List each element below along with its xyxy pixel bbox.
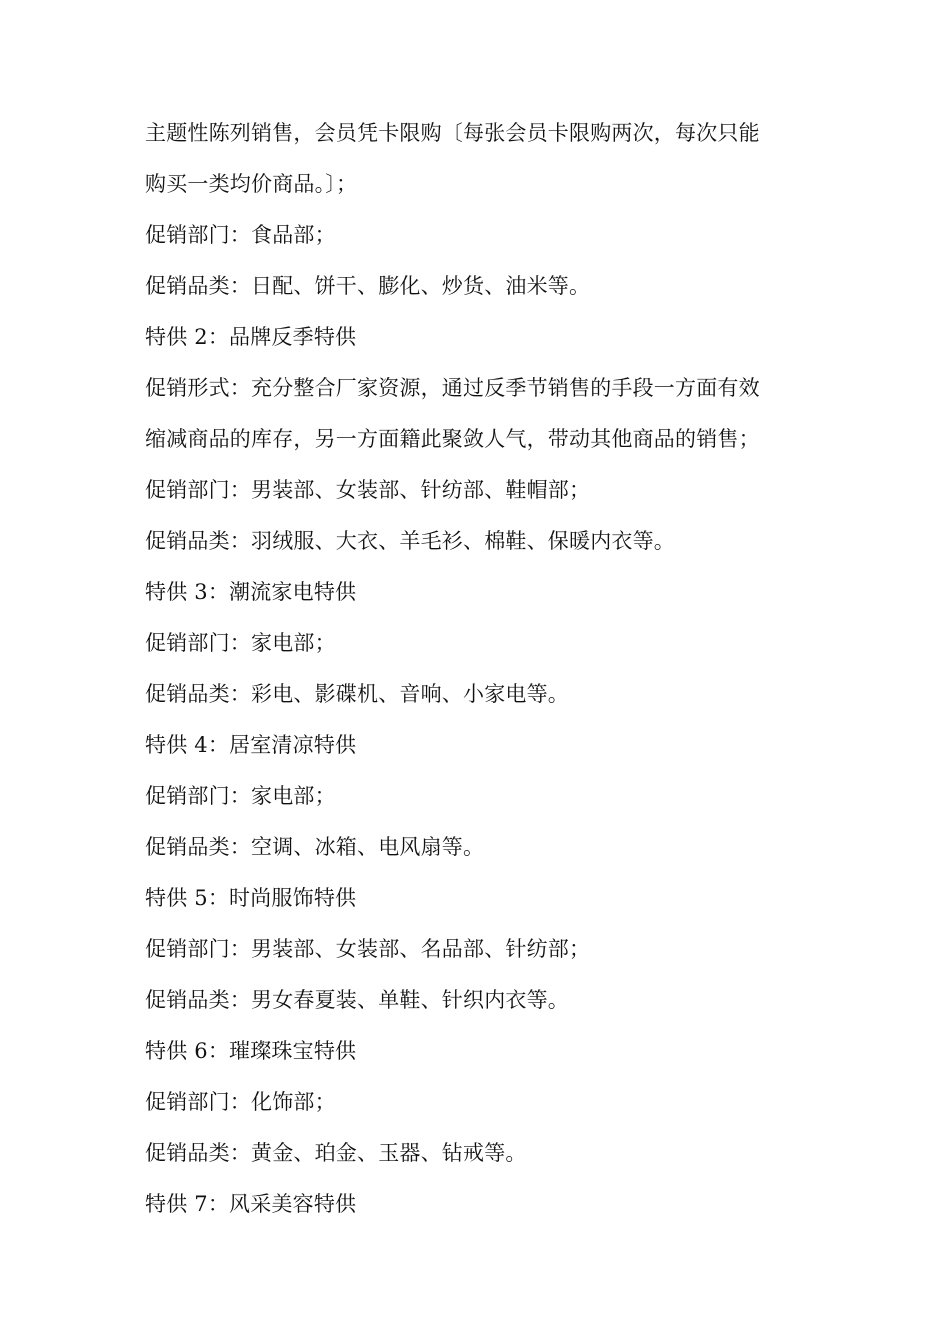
promotion-category-line: 促销品类：空调、冰箱、电风扇等。 [145,835,485,859]
special-offer-heading: 特供 6：璀璨珠宝特供 [145,1039,357,1063]
special-offer-heading: 特供 2：品牌反季特供 [145,325,357,349]
promotion-category-line: 促销品类：男女春夏装、单鞋、针织内衣等。 [145,988,569,1012]
promotion-form-line: 促销形式：充分整合厂家资源，通过反季节销售的手段一方面有效 [145,376,760,400]
promotion-category-line: 促销品类：羽绒服、大衣、羊毛衫、棉鞋、保暖内衣等。 [145,529,675,553]
promotion-department-line: 促销部门：食品部； [145,223,336,247]
promotion-department-line: 促销部门：男装部、女装部、针纺部、鞋帽部； [145,478,591,502]
paragraph-line: 主题性陈列销售，会员凭卡限购〔每张会员卡限购两次，每次只能 [145,121,760,145]
promotion-department-line: 促销部门：家电部； [145,784,336,808]
document-body [145,108,813,1230]
promotion-department-line: 促销部门：男装部、女装部、名品部、针纺部； [145,937,591,961]
promotion-category-line: 促销品类：黄金、珀金、玉器、钻戒等。 [145,1141,527,1165]
paragraph-line: 购买一类均价商品。〕； [145,172,358,196]
promotion-category-line: 促销品类：彩电、影碟机、音响、小家电等。 [145,682,569,706]
special-offer-heading: 特供 3：潮流家电特供 [145,580,357,604]
promotion-form-line: 缩减商品的库存，另一方面籍此聚敛人气，带动其他商品的销售； [145,427,760,451]
promotion-department-line: 促销部门：家电部； [145,631,336,655]
special-offer-heading: 特供 4：居室清凉特供 [145,733,357,757]
special-offer-heading: 特供 7：风采美容特供 [145,1192,357,1216]
promotion-department-line: 促销部门：化饰部； [145,1090,336,1114]
promotion-category-line: 促销品类：日配、饼干、膨化、炒货、油米等。 [145,274,591,298]
special-offer-heading: 特供 5：时尚服饰特供 [145,886,357,910]
